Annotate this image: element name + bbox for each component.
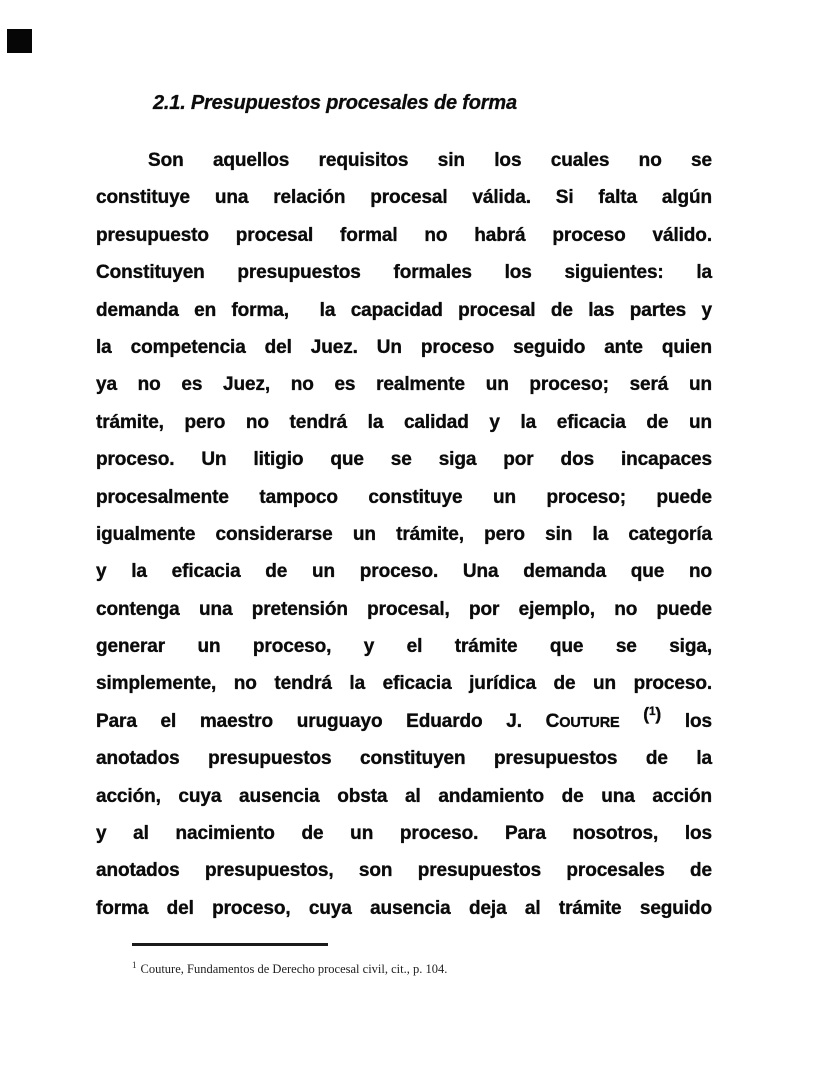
body-line: y la eficacia de un proceso. Una demanda que no — [96, 561, 712, 583]
body-line: proceso. Un litigio que se siga por dos incapaces — [96, 449, 712, 471]
body-line: y al nacimiento de un proceso. Para nosotros, los — [96, 823, 712, 845]
body-line: demanda en forma, la capacidad procesal de las partes y — [96, 299, 712, 321]
body-text-part — [620, 711, 644, 732]
body-line: anotados presupuestos constituyen presupuestos de la — [96, 748, 712, 770]
body-line: generar un proceso, y el trámite que se siga, — [96, 636, 712, 658]
body-line: trámite, pero no tendrá la calidad y la eficacia de un — [96, 411, 712, 433]
scan-artifact-mark — [7, 29, 32, 53]
body-line: Son aquellos requisitos sin los cuales no se — [148, 150, 712, 171]
body-text-part: ) — [655, 703, 662, 724]
section-heading: 2.1. Presupuestos procesales de forma — [153, 92, 517, 114]
body-line: igualmente considerarse un trámite, pero sin la categoría — [96, 523, 712, 545]
footnote-text: Couture, Fundamentos de Derecho procesal civil, cit., p. 104. — [140, 962, 448, 977]
footnote-marker: 1 — [132, 960, 137, 970]
body-paragraph — [96, 142, 712, 927]
body-text-part: Para el maestro uruguayo Eduardo J. — [96, 710, 546, 732]
footnote-separator — [132, 943, 328, 946]
body-line: constituye una relación procesal válida. Si falta algún — [96, 187, 712, 209]
body-line: forma del proceso, cuya ausencia deja al trámite seguido — [96, 897, 712, 919]
body-line: Constituyen presupuestos formales los siguientes: la — [96, 262, 712, 284]
body-line: contenga una pretensión procesal, por ejemplo, no puede — [96, 598, 712, 620]
body-line: presupuesto procesal formal no habrá proceso válido. — [96, 224, 712, 246]
body-line: ya no es Juez, no es realmente un proceso; será un — [96, 374, 712, 396]
body-text-part: los — [661, 710, 712, 732]
body-line — [96, 703, 712, 740]
body-line: acción, cuya ausencia obsta al andamiento de una acción — [96, 785, 712, 807]
body-line: la competencia del Juez. Un proceso seguido ante quien — [96, 336, 712, 358]
body-line: anotados presupuestos, son presupuestos procesales de — [96, 860, 712, 882]
footnote-reference: 1 — [648, 704, 656, 718]
body-text-part: C — [545, 710, 560, 732]
body-text-part: OUTURE — [559, 714, 620, 731]
body-line: simplemente, no tendrá la eficacia jurídica de un proceso. — [96, 673, 712, 695]
body-line: procesalmente tampoco constituye un proceso; puede — [96, 486, 712, 508]
footnote — [132, 956, 692, 978]
body-text-part: ( — [643, 703, 649, 724]
